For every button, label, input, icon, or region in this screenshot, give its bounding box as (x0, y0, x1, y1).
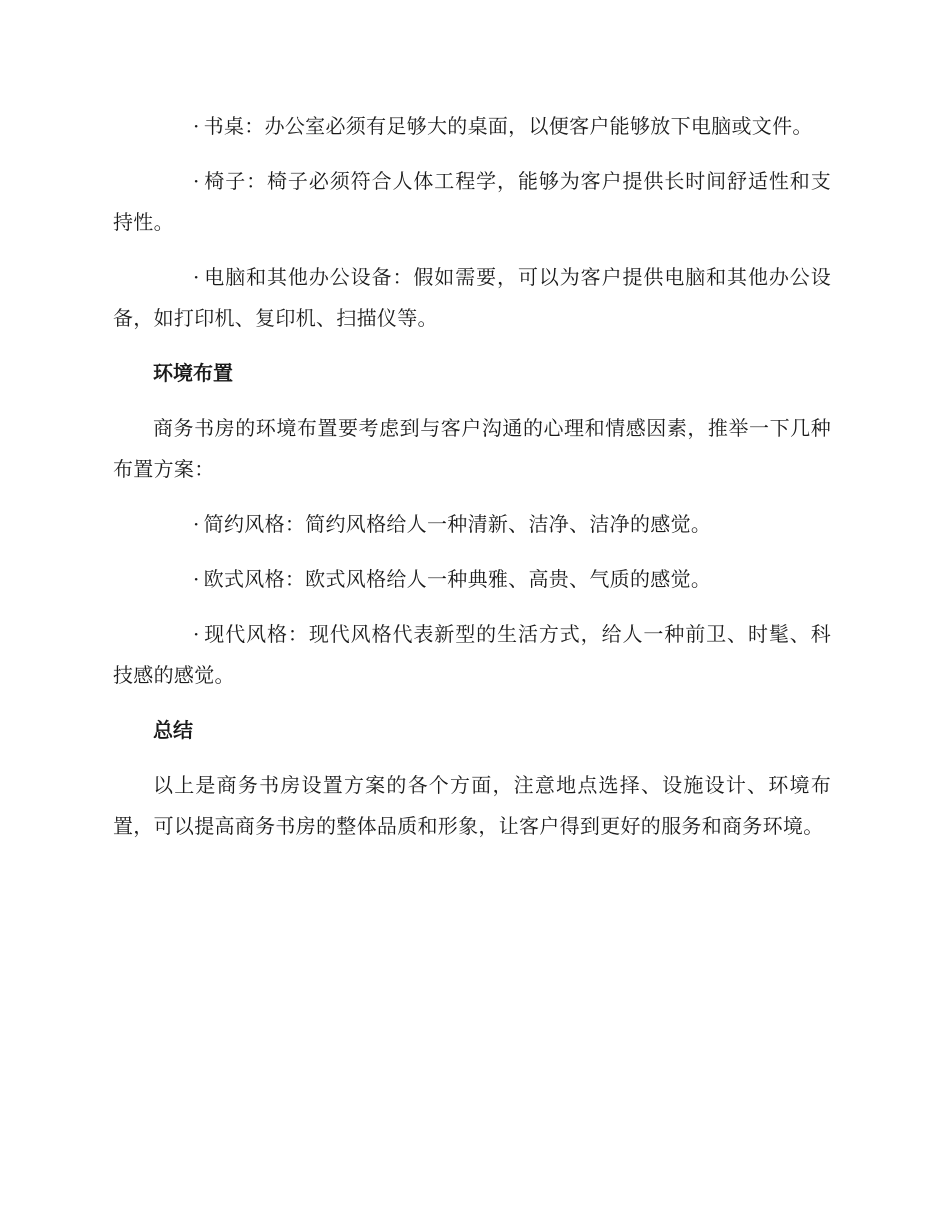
paragraph-environment-intro: 商务书房的环境布置要考虑到与客户沟通的心理和情感因素，推举一下几种布置方案： (113, 416, 831, 481)
paragraph-summary: 以上是商务书房设置方案的各个方面，注意地点选择、设施设计、环境布置，可以提高商务书房的整体品质和形象，让客户得到更好的服务和商务环境。 (113, 773, 831, 838)
bullet-item-chair (113, 161, 831, 243)
bullet-item-desk (113, 106, 831, 147)
bullet-item-minimalist (113, 504, 831, 545)
bullet-item-european (113, 559, 831, 600)
bullet-marker: · (193, 512, 200, 536)
bullet-marker: · (193, 567, 200, 591)
bullet-text: 简约风格：简约风格给人一种清新、洁净、洁净的感觉。 (203, 512, 712, 536)
section-heading-summary: 总结 (153, 718, 193, 742)
bullet-marker: · (193, 265, 200, 289)
bullet-marker: · (193, 622, 200, 646)
document-body (113, 106, 831, 861)
bullet-marker: · (193, 169, 200, 193)
bullet-text: 椅子：椅子必须符合人体工程学，能够为客户提供长时间舒适性和支持性。 (113, 169, 831, 234)
bullet-item-modern (113, 614, 831, 696)
bullet-text: 书桌：办公室必须有足够大的桌面，以便客户能够放下电脑或文件。 (203, 114, 813, 138)
bullet-marker: · (193, 114, 200, 138)
bullet-text: 欧式风格：欧式风格给人一种典雅、高贵、气质的感觉。 (203, 567, 712, 591)
section-heading-environment: 环境布置 (153, 361, 233, 385)
bullet-text: 现代风格：现代风格代表新型的生活方式，给人一种前卫、时髦、科技感的感觉。 (113, 622, 831, 687)
bullet-item-office-equipment (113, 257, 831, 339)
bullet-text: 电脑和其他办公设备：假如需要，可以为客户提供电脑和其他办公设备，如打印机、复印机、扫描仪等。 (113, 265, 831, 330)
